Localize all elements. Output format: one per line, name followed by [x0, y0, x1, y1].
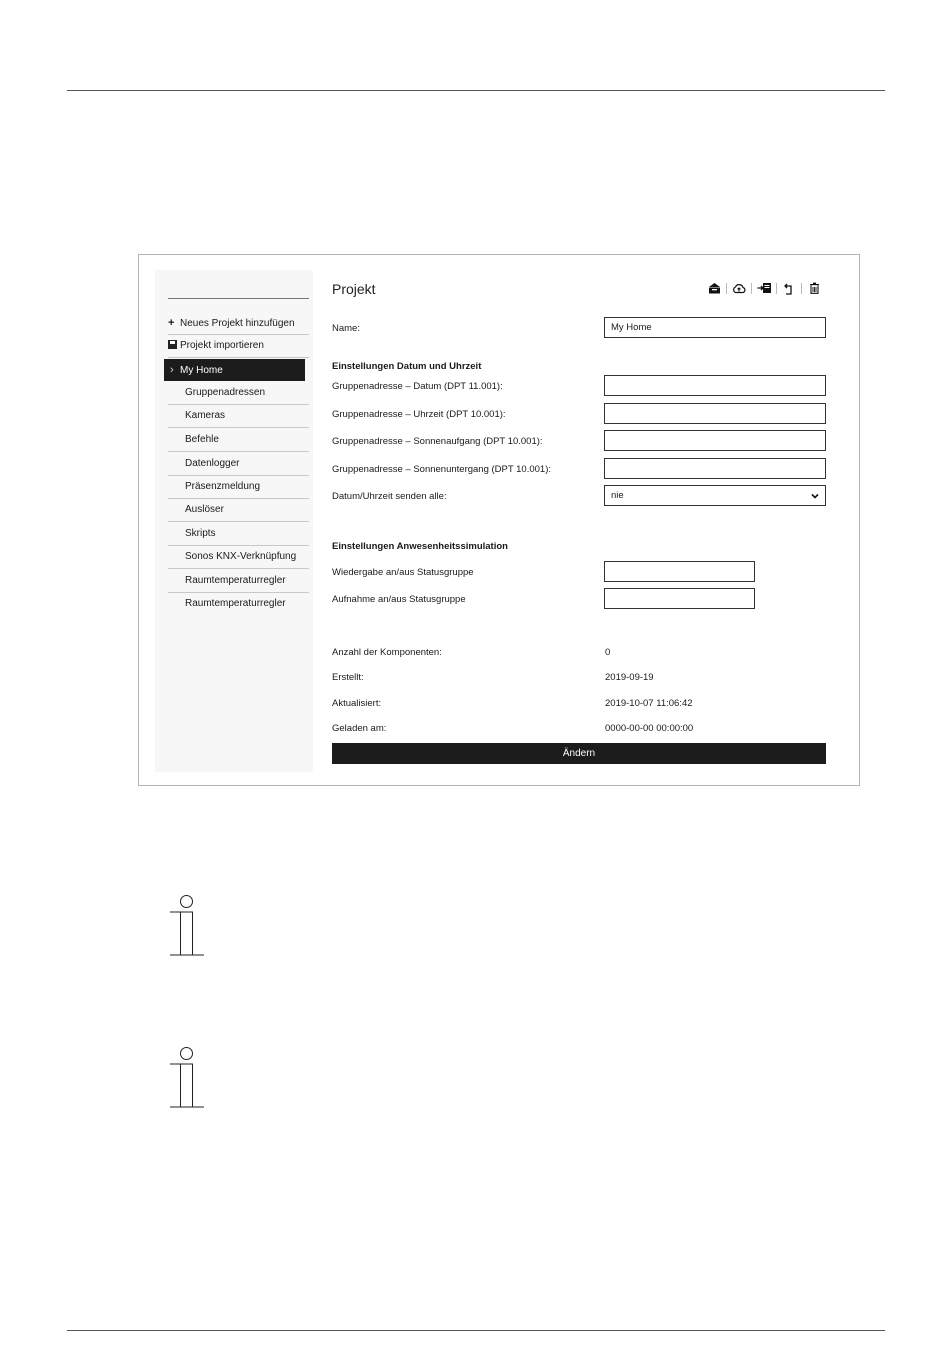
- sunset-group-address-input[interactable]: [604, 458, 826, 479]
- send-interval-select[interactable]: [604, 485, 826, 506]
- sidebar-item-kameras[interactable]: [168, 405, 309, 428]
- sidebar-item-gruppenadressen[interactable]: [168, 382, 309, 405]
- record-status-label: Aufnahme an/aus Statusgruppe: [332, 594, 466, 605]
- add-project-button[interactable]: [168, 312, 309, 335]
- record-status-input[interactable]: [604, 588, 755, 609]
- info-icon: [170, 1046, 204, 1108]
- sunrise-group-address-input[interactable]: [604, 430, 826, 451]
- info-icon: [170, 894, 204, 956]
- send-interval-label: Datum/Uhrzeit senden alle:: [332, 491, 447, 502]
- toolbar-divider: [726, 283, 727, 294]
- sidebar-divider: [168, 298, 309, 299]
- page-header-rule: [67, 90, 885, 91]
- sidebar-item-praesenzmeldung[interactable]: [168, 476, 309, 499]
- playback-status-label: Wiedergabe an/aus Statusgruppe: [332, 567, 474, 578]
- import-project-label: Projekt importieren: [180, 340, 264, 351]
- sidebar-item-label: Sonos KNX-Verknüpfung: [185, 551, 297, 562]
- open-project-icon[interactable]: [706, 281, 722, 295]
- sidebar-item-ausloeser[interactable]: [168, 499, 309, 522]
- sidebar-item-label: Gruppenadressen: [185, 387, 266, 398]
- date-group-address-label: Gruppenadresse – Datum (DPT 11.001):: [332, 381, 503, 392]
- sidebar-item-label: My Home: [180, 365, 223, 376]
- cloud-upload-icon[interactable]: [731, 281, 747, 295]
- name-label: Name:: [332, 323, 360, 334]
- sunrise-group-address-label: Gruppenadresse – Sonnenaufgang (DPT 10.001):: [332, 436, 543, 447]
- sidebar-item-befehle[interactable]: [168, 429, 309, 452]
- loaded-value: 0000-00-00 00:00:00: [605, 723, 694, 734]
- page-footer-rule: [67, 1330, 885, 1331]
- import-project-button[interactable]: [168, 335, 309, 358]
- sidebar-item-label: Datenlogger: [185, 458, 240, 469]
- presence-section-heading: Einstellungen Anwesenheitssimulation: [332, 541, 508, 552]
- undo-icon[interactable]: [781, 281, 797, 295]
- plus-icon: +: [168, 317, 175, 329]
- sidebar-item-label: Raumtemperaturregler: [185, 575, 286, 586]
- updated-label: Aktualisiert:: [332, 698, 382, 709]
- sidebar-item-label: Auslöser: [185, 504, 224, 515]
- sidebar-item-skripts[interactable]: [168, 523, 309, 546]
- loaded-label: Geladen am:: [332, 723, 387, 734]
- created-value: 2019-09-19: [605, 672, 654, 683]
- sunset-group-address-label: Gruppenadresse – Sonnenuntergang (DPT 10.001):: [332, 464, 552, 475]
- sidebar-item-label: Präsenzmeldung: [185, 481, 261, 492]
- created-label: Erstellt:: [332, 672, 364, 683]
- chevron-down-icon: [811, 492, 819, 500]
- toolbar-divider: [776, 283, 777, 294]
- toolbar-divider: [801, 283, 802, 294]
- sidebar-item-raumtemperaturregler-1[interactable]: [168, 570, 309, 593]
- sidebar-item-label: Kameras: [185, 410, 226, 421]
- export-icon[interactable]: [756, 281, 772, 295]
- add-project-label: Neues Projekt hinzufügen: [180, 318, 295, 329]
- time-group-address-input[interactable]: [604, 403, 826, 424]
- floppy-disk-icon: [168, 340, 177, 349]
- sidebar-item-my-home[interactable]: [164, 359, 305, 381]
- trash-icon[interactable]: [806, 281, 822, 295]
- sidebar-item-sonos-knx[interactable]: [168, 546, 309, 569]
- toolbar-divider: [751, 283, 752, 294]
- save-changes-button[interactable]: Ändern: [332, 743, 826, 764]
- project-toolbar: [706, 281, 822, 295]
- date-group-address-input[interactable]: [604, 375, 826, 396]
- sidebar-item-label: Raumtemperaturregler: [185, 598, 286, 609]
- chevron-right-icon: ›: [170, 364, 174, 376]
- playback-status-input[interactable]: [604, 561, 755, 582]
- sidebar-item-label: Skripts: [185, 528, 216, 539]
- components-count-label: Anzahl der Komponenten:: [332, 647, 442, 658]
- sidebar-item-datenlogger[interactable]: [168, 453, 309, 476]
- sidebar-item-raumtemperaturregler-2[interactable]: [168, 593, 309, 616]
- components-count-value: 0: [605, 647, 611, 658]
- sidebar-item-label: Befehle: [185, 434, 219, 445]
- datetime-section-heading: Einstellungen Datum und Uhrzeit: [332, 361, 482, 372]
- updated-value: 2019-10-07 11:06:42: [605, 698, 693, 709]
- time-group-address-label: Gruppenadresse – Uhrzeit (DPT 10.001):: [332, 409, 506, 420]
- project-name-input[interactable]: [604, 317, 826, 338]
- page-title: Projekt: [332, 281, 376, 297]
- send-interval-value: nie: [611, 490, 624, 501]
